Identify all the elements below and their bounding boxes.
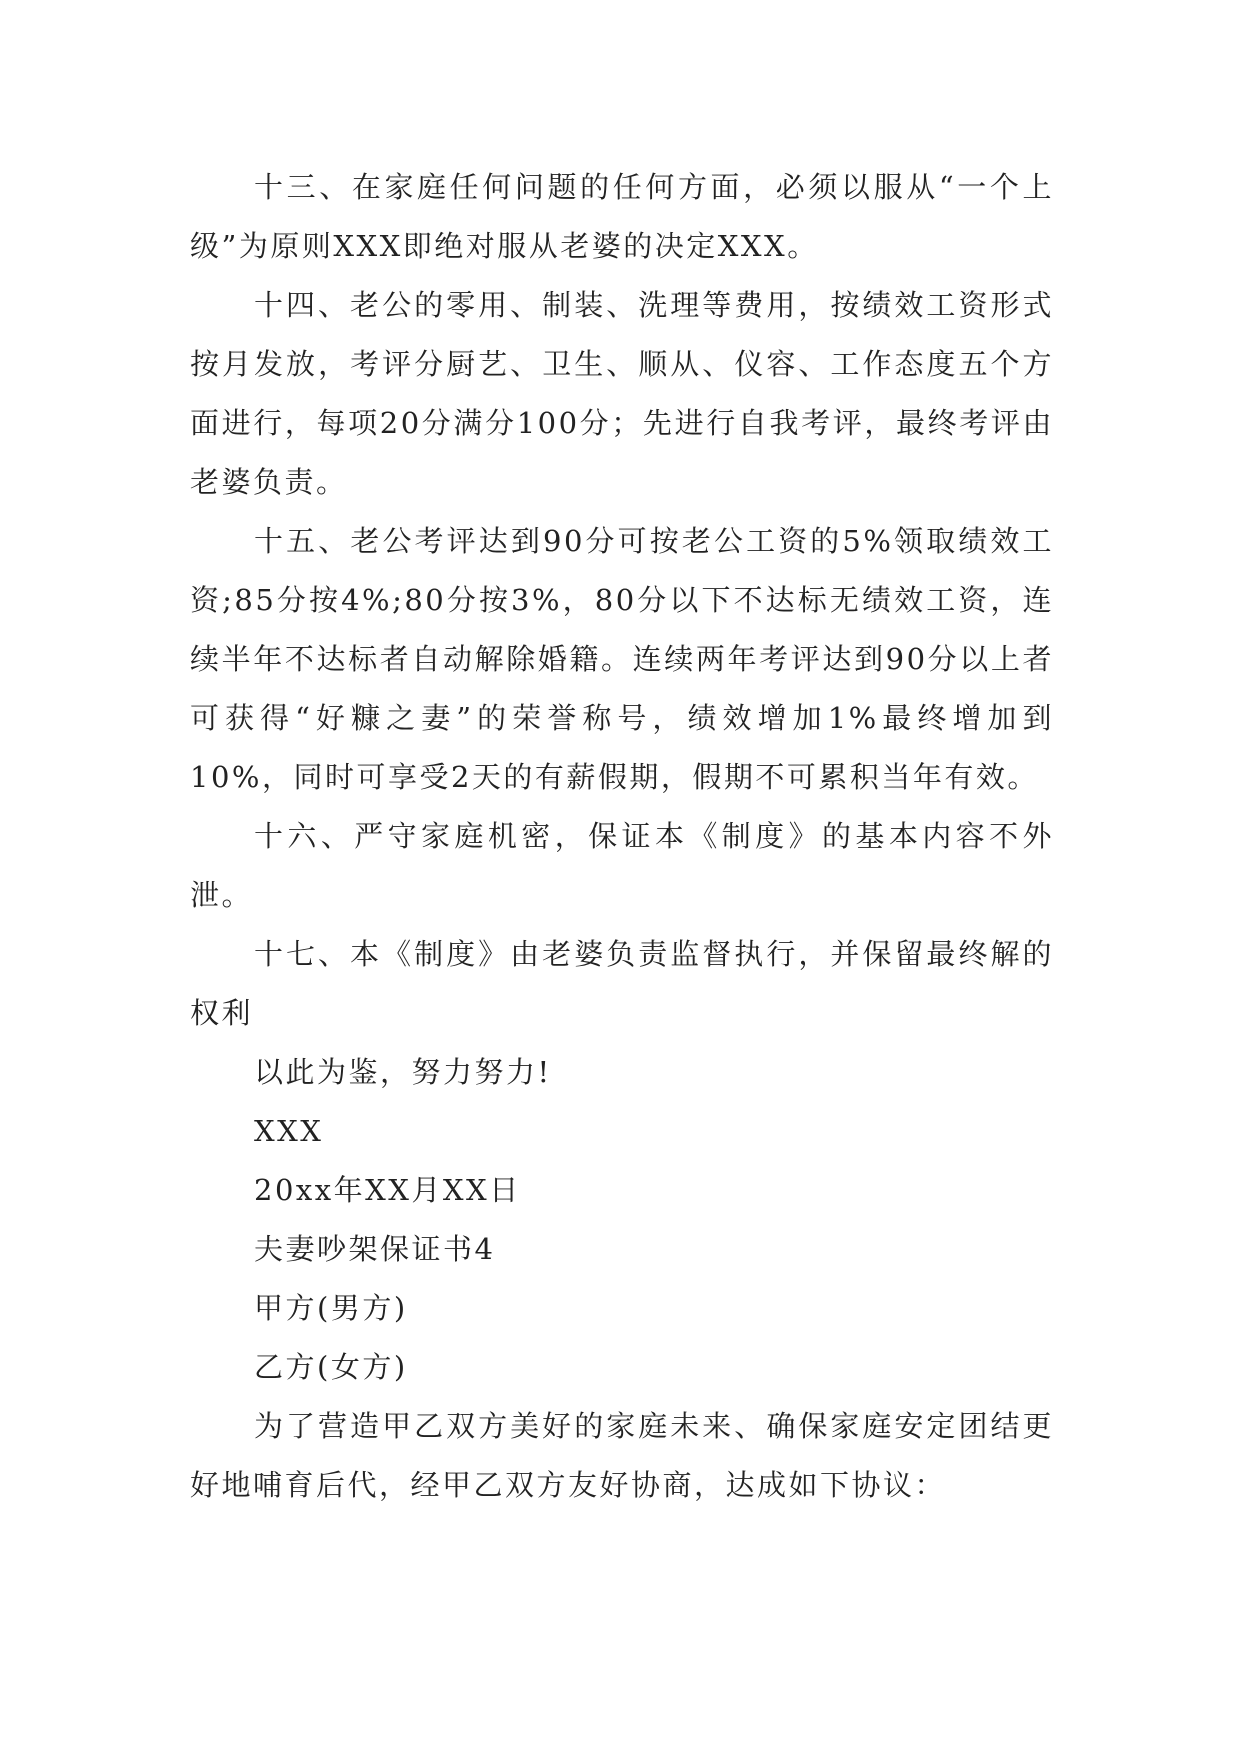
clause-13: 十三、在家庭任何问题的任何方面，必须以服从“一个上级”为原则XXX即绝对服从老婆的决定XXX。 [190, 170, 1054, 263]
clause-17: 十七、本《制度》由老婆负责监督执行，并保留最终解的权利 [190, 937, 1054, 1030]
clause-16: 十六、严守家庭机密，保证本《制度》的基本内容不外泄。 [190, 819, 1054, 912]
clause-15: 十五、老公考评达到90分可按老公工资的5%领取绩效工资;85分按4%;80分按3%，80分以下不达标无绩效工资，连续半年不达标者自动解除婚籍。连续两年考评达到90分以上者可获得“好糠之妻”的荣誉称号，绩效增加1%最终增加到10%，同时可享受2天的有薪假期，假期不可累积当年有效。 [190, 524, 1054, 794]
party-a: 甲方(男方) [254, 1291, 408, 1325]
closing-line: 以此为鉴，努力努力! [254, 1055, 552, 1089]
document-body [190, 158, 1054, 1515]
date-line: 20xx年XX月XX日 [254, 1173, 521, 1207]
signature: XXX [254, 1114, 324, 1148]
agreement-intro: 为了营造甲乙双方美好的家庭未来、确保家庭安定团结更好地哺育后代，经甲乙双方友好协商，达成如下协议： [190, 1409, 1054, 1502]
party-b: 乙方(女方) [254, 1350, 408, 1384]
section-title: 夫妻吵架保证书4 [254, 1232, 496, 1266]
clause-14: 十四、老公的零用、制装、洗理等费用，按绩效工资形式按月发放，考评分厨艺、卫生、顺从、仪容、工作态度五个方面进行，每项20分满分100分；先进行自我考评，最终考评由老婆负责。 [190, 288, 1054, 499]
